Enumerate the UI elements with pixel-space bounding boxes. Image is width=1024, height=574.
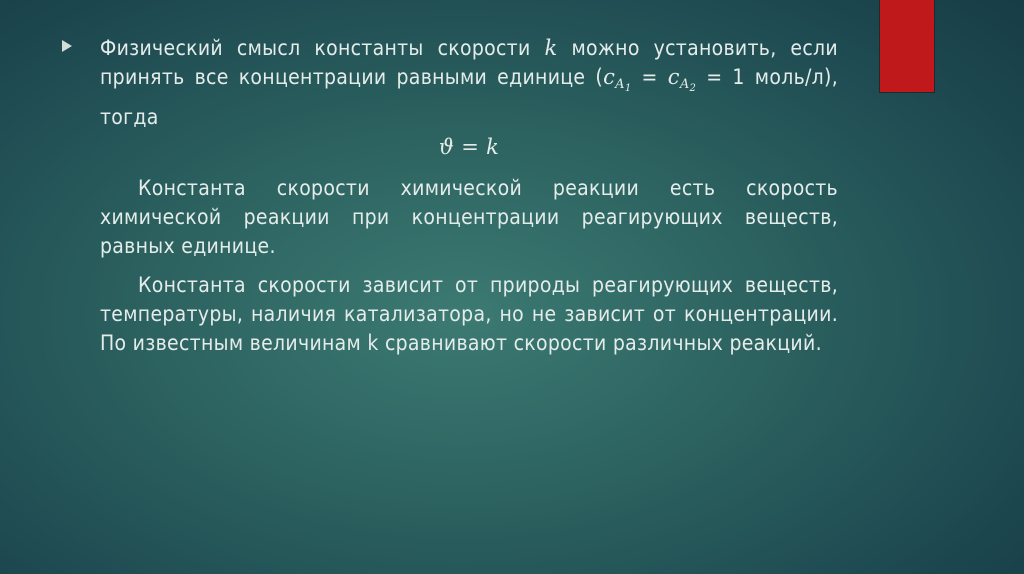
bullet-text-middle: можно установить, если принять все концентрации равными единице ( (100, 36, 839, 89)
equals-sign-2: = (696, 65, 733, 89)
formula: ϑ = k (438, 135, 500, 159)
paragraph-definition: Константа скорости химической реакции есть скорость химической реакции при концентрации реагирующих веществ, равных единице. (100, 176, 838, 258)
slide-content (62, 34, 838, 358)
k-symbol: k (544, 36, 558, 60)
subscript-a2: A2 (679, 77, 697, 94)
c-symbol-2: c (667, 65, 680, 89)
bullet-item (62, 34, 838, 132)
equals-sign-1: = (631, 65, 668, 89)
red-accent-bar (879, 0, 935, 93)
bullet-text (100, 34, 838, 132)
c-symbol-1: c (603, 65, 616, 89)
bullet-text-end: 1 моль/л), тогда (100, 65, 839, 129)
paragraph-dependence: Константа скорости зависит от природы реагирующих веществ, температуры, наличия катализатора, но не зависит от концентрации. По известным величинам k сравнивают скорости различных реакций. (100, 273, 838, 355)
triangle-bullet-icon (62, 40, 72, 52)
bullet-text-start: Физический смысл константы скорости (100, 36, 545, 60)
subscript-a1: A1 (615, 77, 632, 94)
